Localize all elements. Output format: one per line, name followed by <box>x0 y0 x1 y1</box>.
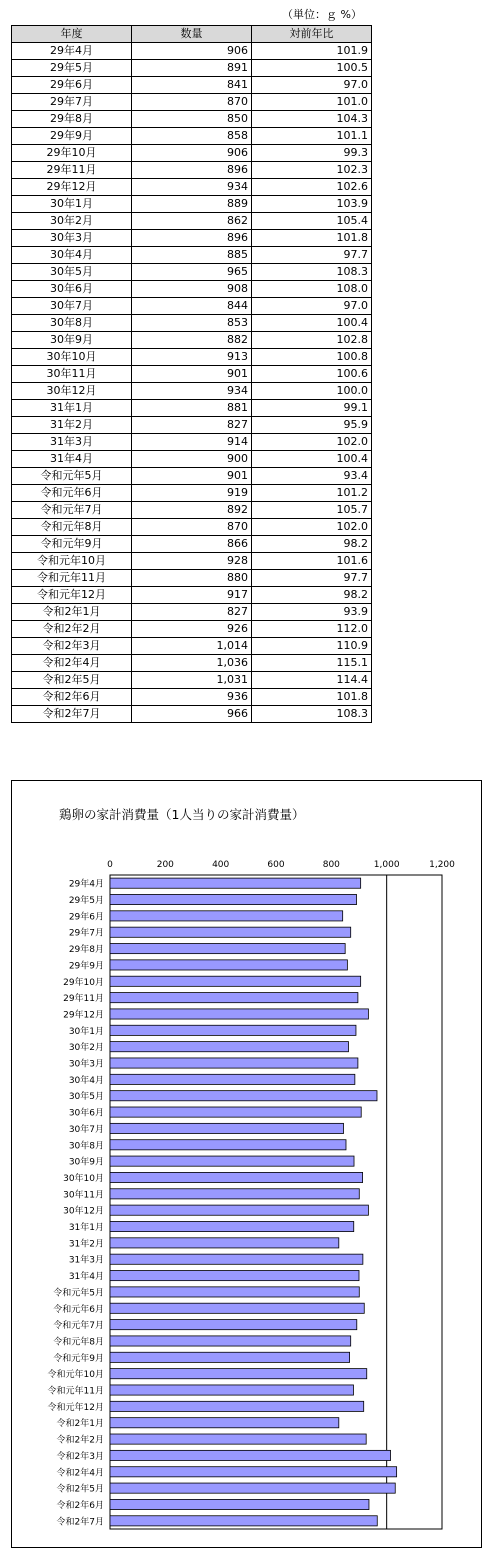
y-category-label: 29年8月 <box>68 945 104 956</box>
y-category-label: 31年4月 <box>68 1272 104 1283</box>
table-row <box>12 77 372 94</box>
cell-period: 令和元年8月 <box>12 519 132 536</box>
table-row <box>12 366 372 383</box>
table-row <box>12 553 372 570</box>
bar <box>110 878 361 888</box>
cell-quantity: 891 <box>132 60 252 77</box>
cell-quantity: 1,031 <box>132 672 252 689</box>
table-row <box>12 196 372 213</box>
table-row <box>12 468 372 485</box>
cell-quantity: 858 <box>132 128 252 145</box>
cell-quantity: 885 <box>132 247 252 264</box>
y-category-label: 令和2年1月 <box>56 1419 104 1430</box>
bar <box>110 1287 359 1297</box>
table-row <box>12 502 372 519</box>
cell-period: 令和元年11月 <box>12 570 132 587</box>
y-category-label: 29年4月 <box>68 879 104 890</box>
cell-period: 30年3月 <box>12 230 132 247</box>
cell-yoy: 101.9 <box>252 43 372 60</box>
cell-yoy: 97.0 <box>252 298 372 315</box>
cell-yoy: 101.8 <box>252 689 372 706</box>
cell-yoy: 102.8 <box>252 332 372 349</box>
cell-period: 29年11月 <box>12 162 132 179</box>
bar <box>110 1140 346 1150</box>
cell-quantity: 1,014 <box>132 638 252 655</box>
y-category-label: 令和元年11月 <box>47 1386 104 1397</box>
cell-period: 令和元年10月 <box>12 553 132 570</box>
y-category-label: 令和元年12月 <box>47 1402 104 1413</box>
table-row <box>12 111 372 128</box>
cell-quantity: 896 <box>132 162 252 179</box>
cell-quantity: 965 <box>132 264 252 281</box>
cell-yoy: 115.1 <box>252 655 372 672</box>
y-category-label: 30年2月 <box>68 1043 104 1054</box>
table-row <box>12 638 372 655</box>
cell-quantity: 966 <box>132 706 252 723</box>
table-row <box>12 60 372 77</box>
cell-period: 30年11月 <box>12 366 132 383</box>
bar <box>110 944 345 954</box>
cell-period: 令和2年1月 <box>12 604 132 621</box>
table-row <box>12 94 372 111</box>
header-yoy: 対前年比 <box>252 26 372 43</box>
bar <box>110 976 361 986</box>
table-row <box>12 485 372 502</box>
cell-quantity: 882 <box>132 332 252 349</box>
y-category-label: 令和元年8月 <box>53 1337 104 1348</box>
bar <box>110 993 358 1003</box>
cell-quantity: 906 <box>132 43 252 60</box>
cell-quantity: 827 <box>132 417 252 434</box>
cell-period: 30年7月 <box>12 298 132 315</box>
cell-quantity: 850 <box>132 111 252 128</box>
table-row <box>12 451 372 468</box>
plot-area <box>48 860 456 1529</box>
table-row <box>12 213 372 230</box>
cell-quantity: 906 <box>132 145 252 162</box>
cell-quantity: 896 <box>132 230 252 247</box>
y-category-label: 令和2年3月 <box>56 1451 104 1462</box>
y-category-label: 29年9月 <box>68 961 104 972</box>
bar <box>110 1303 364 1313</box>
table-row <box>12 383 372 400</box>
bar <box>110 1205 368 1215</box>
cell-quantity: 914 <box>132 434 252 451</box>
x-tick-label: 1,000 <box>373 860 400 870</box>
bar <box>110 1434 366 1444</box>
cell-yoy: 105.7 <box>252 502 372 519</box>
y-category-label: 令和元年9月 <box>53 1353 104 1364</box>
cell-period: 30年5月 <box>12 264 132 281</box>
cell-quantity: 919 <box>132 485 252 502</box>
cell-quantity: 913 <box>132 349 252 366</box>
cell-yoy: 101.1 <box>252 128 372 145</box>
table-row <box>12 145 372 162</box>
table-row <box>12 264 372 281</box>
cell-period: 29年4月 <box>12 43 132 60</box>
cell-yoy: 100.4 <box>252 451 372 468</box>
chart-title: 鶏卵の家計消費量（1人当りの家計消費量） <box>59 807 305 822</box>
bar <box>110 1467 397 1477</box>
bar <box>110 1336 351 1346</box>
cell-yoy: 100.0 <box>252 383 372 400</box>
bar <box>110 1025 356 1035</box>
cell-quantity: 900 <box>132 451 252 468</box>
cell-quantity: 934 <box>132 179 252 196</box>
unit-label: （単位：ｇ %） <box>282 8 362 21</box>
bar <box>110 1009 368 1019</box>
cell-period: 30年9月 <box>12 332 132 349</box>
cell-quantity: 870 <box>132 519 252 536</box>
y-category-label: 30年4月 <box>68 1075 104 1086</box>
chart-area <box>11 780 482 1548</box>
table-row <box>12 706 372 723</box>
table-row <box>12 621 372 638</box>
bar <box>110 1369 367 1379</box>
cell-period: 31年1月 <box>12 400 132 417</box>
y-category-label: 29年11月 <box>63 994 104 1005</box>
bar <box>110 1156 354 1166</box>
table-row <box>12 434 372 451</box>
cell-period: 31年4月 <box>12 451 132 468</box>
consumption-table <box>11 25 372 723</box>
cell-quantity: 928 <box>132 553 252 570</box>
cell-quantity: 880 <box>132 570 252 587</box>
cell-period: 令和2年3月 <box>12 638 132 655</box>
bar <box>110 1401 364 1411</box>
cell-period: 29年6月 <box>12 77 132 94</box>
cell-period: 令和元年7月 <box>12 502 132 519</box>
table-row <box>12 400 372 417</box>
y-category-label: 30年8月 <box>68 1141 104 1152</box>
cell-yoy: 105.4 <box>252 213 372 230</box>
table-row <box>12 519 372 536</box>
cell-yoy: 102.6 <box>252 179 372 196</box>
cell-period: 令和2年2月 <box>12 621 132 638</box>
table-row <box>12 689 372 706</box>
cell-period: 令和2年6月 <box>12 689 132 706</box>
table-row <box>12 672 372 689</box>
bar-chart <box>12 781 483 1549</box>
table-row <box>12 332 372 349</box>
y-category-label: 31年2月 <box>68 1239 104 1250</box>
y-category-label: 29年10月 <box>63 977 104 988</box>
cell-yoy: 97.7 <box>252 247 372 264</box>
y-category-label: 30年12月 <box>63 1206 104 1217</box>
y-category-label: 令和2年6月 <box>56 1500 104 1511</box>
table-header-row <box>12 26 372 43</box>
y-category-label: 令和2年2月 <box>56 1435 104 1446</box>
bar <box>110 1271 359 1281</box>
cell-quantity: 853 <box>132 315 252 332</box>
y-category-label: 30年6月 <box>68 1108 104 1119</box>
cell-period: 29年10月 <box>12 145 132 162</box>
cell-yoy: 101.8 <box>252 230 372 247</box>
y-category-label: 30年1月 <box>68 1026 104 1037</box>
y-category-label: 令和元年7月 <box>53 1321 104 1332</box>
cell-quantity: 901 <box>132 468 252 485</box>
header-quantity: 数量 <box>132 26 252 43</box>
bar <box>110 1221 354 1231</box>
table-row <box>12 417 372 434</box>
bar <box>110 1123 344 1133</box>
cell-yoy: 108.0 <box>252 281 372 298</box>
cell-quantity: 936 <box>132 689 252 706</box>
cell-yoy: 93.9 <box>252 604 372 621</box>
cell-quantity: 841 <box>132 77 252 94</box>
cell-quantity: 827 <box>132 604 252 621</box>
cell-yoy: 103.9 <box>252 196 372 213</box>
x-tick-label: 0 <box>107 860 113 870</box>
cell-period: 29年7月 <box>12 94 132 111</box>
bar <box>110 1058 358 1068</box>
cell-yoy: 104.3 <box>252 111 372 128</box>
y-category-label: 令和2年4月 <box>56 1468 104 1479</box>
x-tick-label: 400 <box>212 860 230 870</box>
cell-quantity: 889 <box>132 196 252 213</box>
cell-quantity: 1,036 <box>132 655 252 672</box>
table-row <box>12 587 372 604</box>
table-row <box>12 128 372 145</box>
bar <box>110 1238 339 1248</box>
y-category-label: 29年5月 <box>68 896 104 907</box>
y-category-label: 30年10月 <box>63 1173 104 1184</box>
cell-yoy: 98.2 <box>252 536 372 553</box>
x-tick-label: 200 <box>156 860 174 870</box>
cell-yoy: 100.6 <box>252 366 372 383</box>
cell-quantity: 892 <box>132 502 252 519</box>
cell-yoy: 100.4 <box>252 315 372 332</box>
bar <box>110 894 357 904</box>
cell-yoy: 100.8 <box>252 349 372 366</box>
cell-period: 30年1月 <box>12 196 132 213</box>
bar <box>110 1320 357 1330</box>
bar <box>110 1418 339 1428</box>
cell-yoy: 108.3 <box>252 706 372 723</box>
table-row <box>12 349 372 366</box>
bar <box>110 1385 353 1395</box>
header-year: 年度 <box>12 26 132 43</box>
cell-period: 30年10月 <box>12 349 132 366</box>
bar <box>110 1074 355 1084</box>
cell-yoy: 101.2 <box>252 485 372 502</box>
bar <box>110 1107 361 1117</box>
cell-period: 30年12月 <box>12 383 132 400</box>
x-tick-label: 1,200 <box>429 860 455 870</box>
y-category-label: 30年3月 <box>68 1059 104 1070</box>
table-row <box>12 281 372 298</box>
y-category-label: 31年3月 <box>68 1255 104 1266</box>
y-category-label: 令和元年6月 <box>53 1304 104 1315</box>
cell-yoy: 108.3 <box>252 264 372 281</box>
bar <box>110 960 347 970</box>
cell-quantity: 881 <box>132 400 252 417</box>
cell-period: 31年3月 <box>12 434 132 451</box>
cell-yoy: 102.0 <box>252 519 372 536</box>
bar <box>110 1516 377 1526</box>
cell-yoy: 100.5 <box>252 60 372 77</box>
x-tick-label: 600 <box>267 860 285 870</box>
bar <box>110 927 351 937</box>
cell-quantity: 934 <box>132 383 252 400</box>
y-category-label: 29年12月 <box>63 1010 104 1021</box>
cell-period: 30年4月 <box>12 247 132 264</box>
table-row <box>12 298 372 315</box>
cell-period: 令和元年5月 <box>12 468 132 485</box>
cell-quantity: 917 <box>132 587 252 604</box>
cell-yoy: 102.3 <box>252 162 372 179</box>
table-row <box>12 604 372 621</box>
cell-period: 29年12月 <box>12 179 132 196</box>
cell-period: 令和2年5月 <box>12 672 132 689</box>
cell-period: 令和2年7月 <box>12 706 132 723</box>
cell-quantity: 862 <box>132 213 252 230</box>
cell-period: 30年8月 <box>12 315 132 332</box>
cell-yoy: 99.1 <box>252 400 372 417</box>
cell-quantity: 901 <box>132 366 252 383</box>
table-row <box>12 230 372 247</box>
cell-yoy: 102.0 <box>252 434 372 451</box>
y-category-label: 令和元年5月 <box>53 1288 104 1299</box>
x-tick-label: 800 <box>322 860 340 870</box>
cell-yoy: 110.9 <box>252 638 372 655</box>
bar <box>110 1450 391 1460</box>
table-row <box>12 570 372 587</box>
table-row <box>12 315 372 332</box>
cell-period: 29年8月 <box>12 111 132 128</box>
cell-period: 29年9月 <box>12 128 132 145</box>
bar <box>110 911 343 921</box>
y-category-label: 29年7月 <box>68 928 104 939</box>
bar <box>110 1254 363 1264</box>
cell-period: 令和元年12月 <box>12 587 132 604</box>
plot-frame <box>110 875 442 1529</box>
cell-quantity: 844 <box>132 298 252 315</box>
bar <box>110 1352 350 1362</box>
bar <box>110 1042 348 1052</box>
y-category-label: 令和元年10月 <box>47 1370 104 1381</box>
cell-period: 令和2年4月 <box>12 655 132 672</box>
y-category-label: 30年5月 <box>68 1092 104 1103</box>
cell-period: 令和元年9月 <box>12 536 132 553</box>
cell-period: 29年5月 <box>12 60 132 77</box>
cell-period: 31年2月 <box>12 417 132 434</box>
cell-yoy: 101.6 <box>252 553 372 570</box>
bar <box>110 1483 395 1493</box>
y-category-label: 30年9月 <box>68 1157 104 1168</box>
bar <box>110 1172 363 1182</box>
cell-yoy: 112.0 <box>252 621 372 638</box>
cell-yoy: 98.2 <box>252 587 372 604</box>
cell-yoy: 99.3 <box>252 145 372 162</box>
table-row <box>12 536 372 553</box>
y-category-label: 令和2年5月 <box>56 1484 104 1495</box>
cell-quantity: 866 <box>132 536 252 553</box>
cell-yoy: 97.7 <box>252 570 372 587</box>
y-category-label: 31年1月 <box>68 1223 104 1234</box>
bar <box>110 1189 359 1199</box>
cell-period: 30年6月 <box>12 281 132 298</box>
cell-quantity: 926 <box>132 621 252 638</box>
cell-period: 令和元年6月 <box>12 485 132 502</box>
bar <box>110 1091 377 1101</box>
table-row <box>12 179 372 196</box>
cell-period: 30年2月 <box>12 213 132 230</box>
y-category-label: 令和2年7月 <box>56 1517 104 1528</box>
cell-yoy: 97.0 <box>252 77 372 94</box>
table-body <box>12 43 372 723</box>
cell-yoy: 93.4 <box>252 468 372 485</box>
cell-quantity: 908 <box>132 281 252 298</box>
cell-quantity: 870 <box>132 94 252 111</box>
table-row <box>12 162 372 179</box>
cell-yoy: 114.4 <box>252 672 372 689</box>
table-row <box>12 655 372 672</box>
table-row <box>12 247 372 264</box>
table-row <box>12 43 372 60</box>
y-category-label: 30年11月 <box>63 1190 104 1201</box>
y-category-label: 30年7月 <box>68 1124 104 1135</box>
cell-yoy: 95.9 <box>252 417 372 434</box>
bar <box>110 1499 369 1509</box>
y-category-label: 29年6月 <box>68 912 104 923</box>
cell-yoy: 101.0 <box>252 94 372 111</box>
